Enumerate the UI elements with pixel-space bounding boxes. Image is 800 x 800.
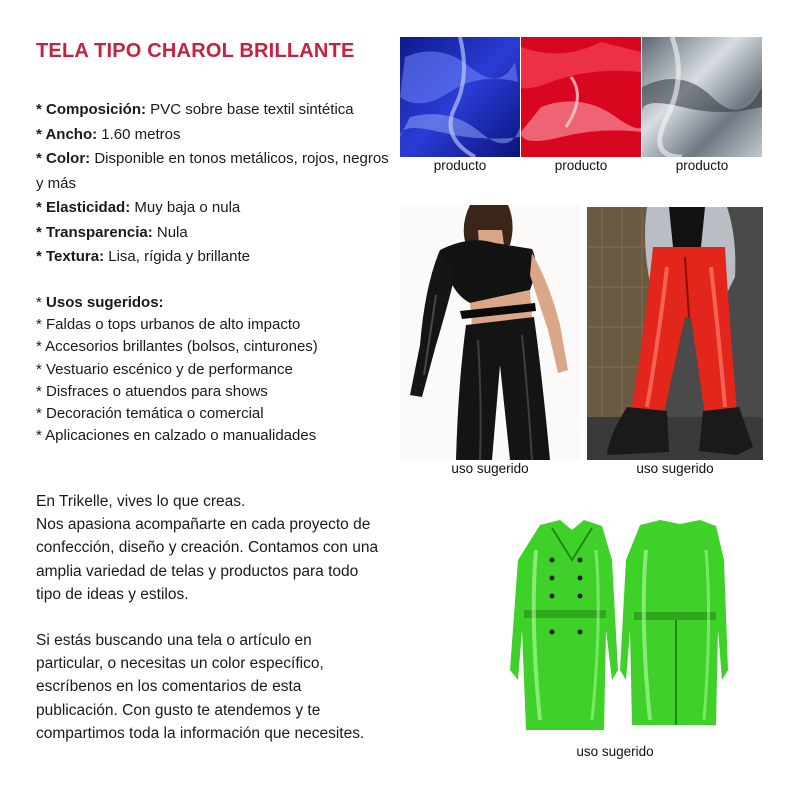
promo-text (36, 490, 416, 768)
spec-width (36, 123, 396, 148)
green-coats-image (500, 520, 730, 740)
promo-line: amplia variedad de telas y productos para todo (36, 562, 359, 580)
specs-list (36, 98, 396, 270)
promo-line: particular, o necesitas un color específico, (36, 655, 324, 673)
swatch-caption: producto (433, 158, 487, 173)
uses-list (36, 292, 396, 447)
photo-caption: uso sugerido (576, 744, 654, 759)
photo-caption: uso sugerido (451, 461, 529, 476)
promo-paragraph-1 (36, 490, 416, 606)
spec-value: Lisa, rígida y brillante (104, 248, 250, 265)
page-title: TELA TIPO CHAROL BRILLANTE (36, 40, 355, 62)
promo-line: confección, diseño y creación. Contamos con una (36, 539, 379, 557)
spec-composition (36, 98, 396, 123)
uses-item: * Aplicaciones en calzado o manualidades (36, 427, 317, 445)
spec-label: * Transparencia: (36, 223, 153, 241)
swatch-blue-image (400, 37, 520, 157)
spec-label: * Textura: (36, 248, 105, 265)
spec-transparency (36, 221, 396, 246)
uses-item: * Disfraces o atuendos para shows (36, 382, 268, 400)
spec-texture (36, 245, 396, 270)
promo-paragraph-2 (36, 629, 416, 745)
uses-heading (36, 292, 396, 314)
promo-line: publicación. Con gusto te atendemos y te (36, 701, 321, 719)
spec-label: * Ancho: (36, 125, 98, 143)
promo-line: En Trikelle, vives lo que creas. (36, 493, 246, 510)
promo-line: Nos apasiona acompañarte en cada proyecto de (36, 516, 371, 534)
swatch-caption: producto (554, 158, 608, 173)
spec-elasticity (36, 196, 396, 221)
spec-label: * Elasticidad: (36, 199, 131, 216)
uses-item: * Vestuario escénico y de performance (36, 360, 293, 378)
promo-line: tipo de ideas y estilos. (36, 585, 189, 603)
spec-value: Muy baja o nula (130, 199, 241, 216)
black-outfit-image (400, 205, 580, 460)
spec-value: Disponible en tonos metálicos, rojos, negros y más (36, 150, 389, 192)
swatch-caption: producto (675, 158, 729, 173)
spec-value: PVC sobre base textil sintética (146, 101, 354, 118)
spec-label: * Color: (36, 150, 91, 167)
uses-item: * Faldas o tops urbanos de alto impacto (36, 316, 301, 334)
spec-value: 1.60 metros (97, 125, 181, 143)
swatch-red-image (521, 37, 641, 157)
promo-line: Si estás buscando una tela o artículo en (36, 632, 312, 650)
uses-item: * Accesorios brillantes (bolsos, cinturones) (36, 338, 318, 356)
spec-value: Nula (152, 223, 188, 241)
swatch-silver-image (642, 37, 762, 157)
uses-item: * Decoración temática o comercial (36, 405, 264, 423)
promo-line: escríbenos en los comentarios de esta (36, 678, 302, 696)
spec-label: * Composición: (36, 101, 147, 118)
spec-color (36, 147, 396, 196)
promo-line: compartimos toda la información que necesites. (36, 724, 365, 742)
photo-caption: uso sugerido (636, 461, 714, 476)
uses-prefix: * (36, 294, 47, 311)
red-pants-image (587, 207, 763, 460)
uses-heading-text: Usos sugeridos: (46, 294, 164, 311)
